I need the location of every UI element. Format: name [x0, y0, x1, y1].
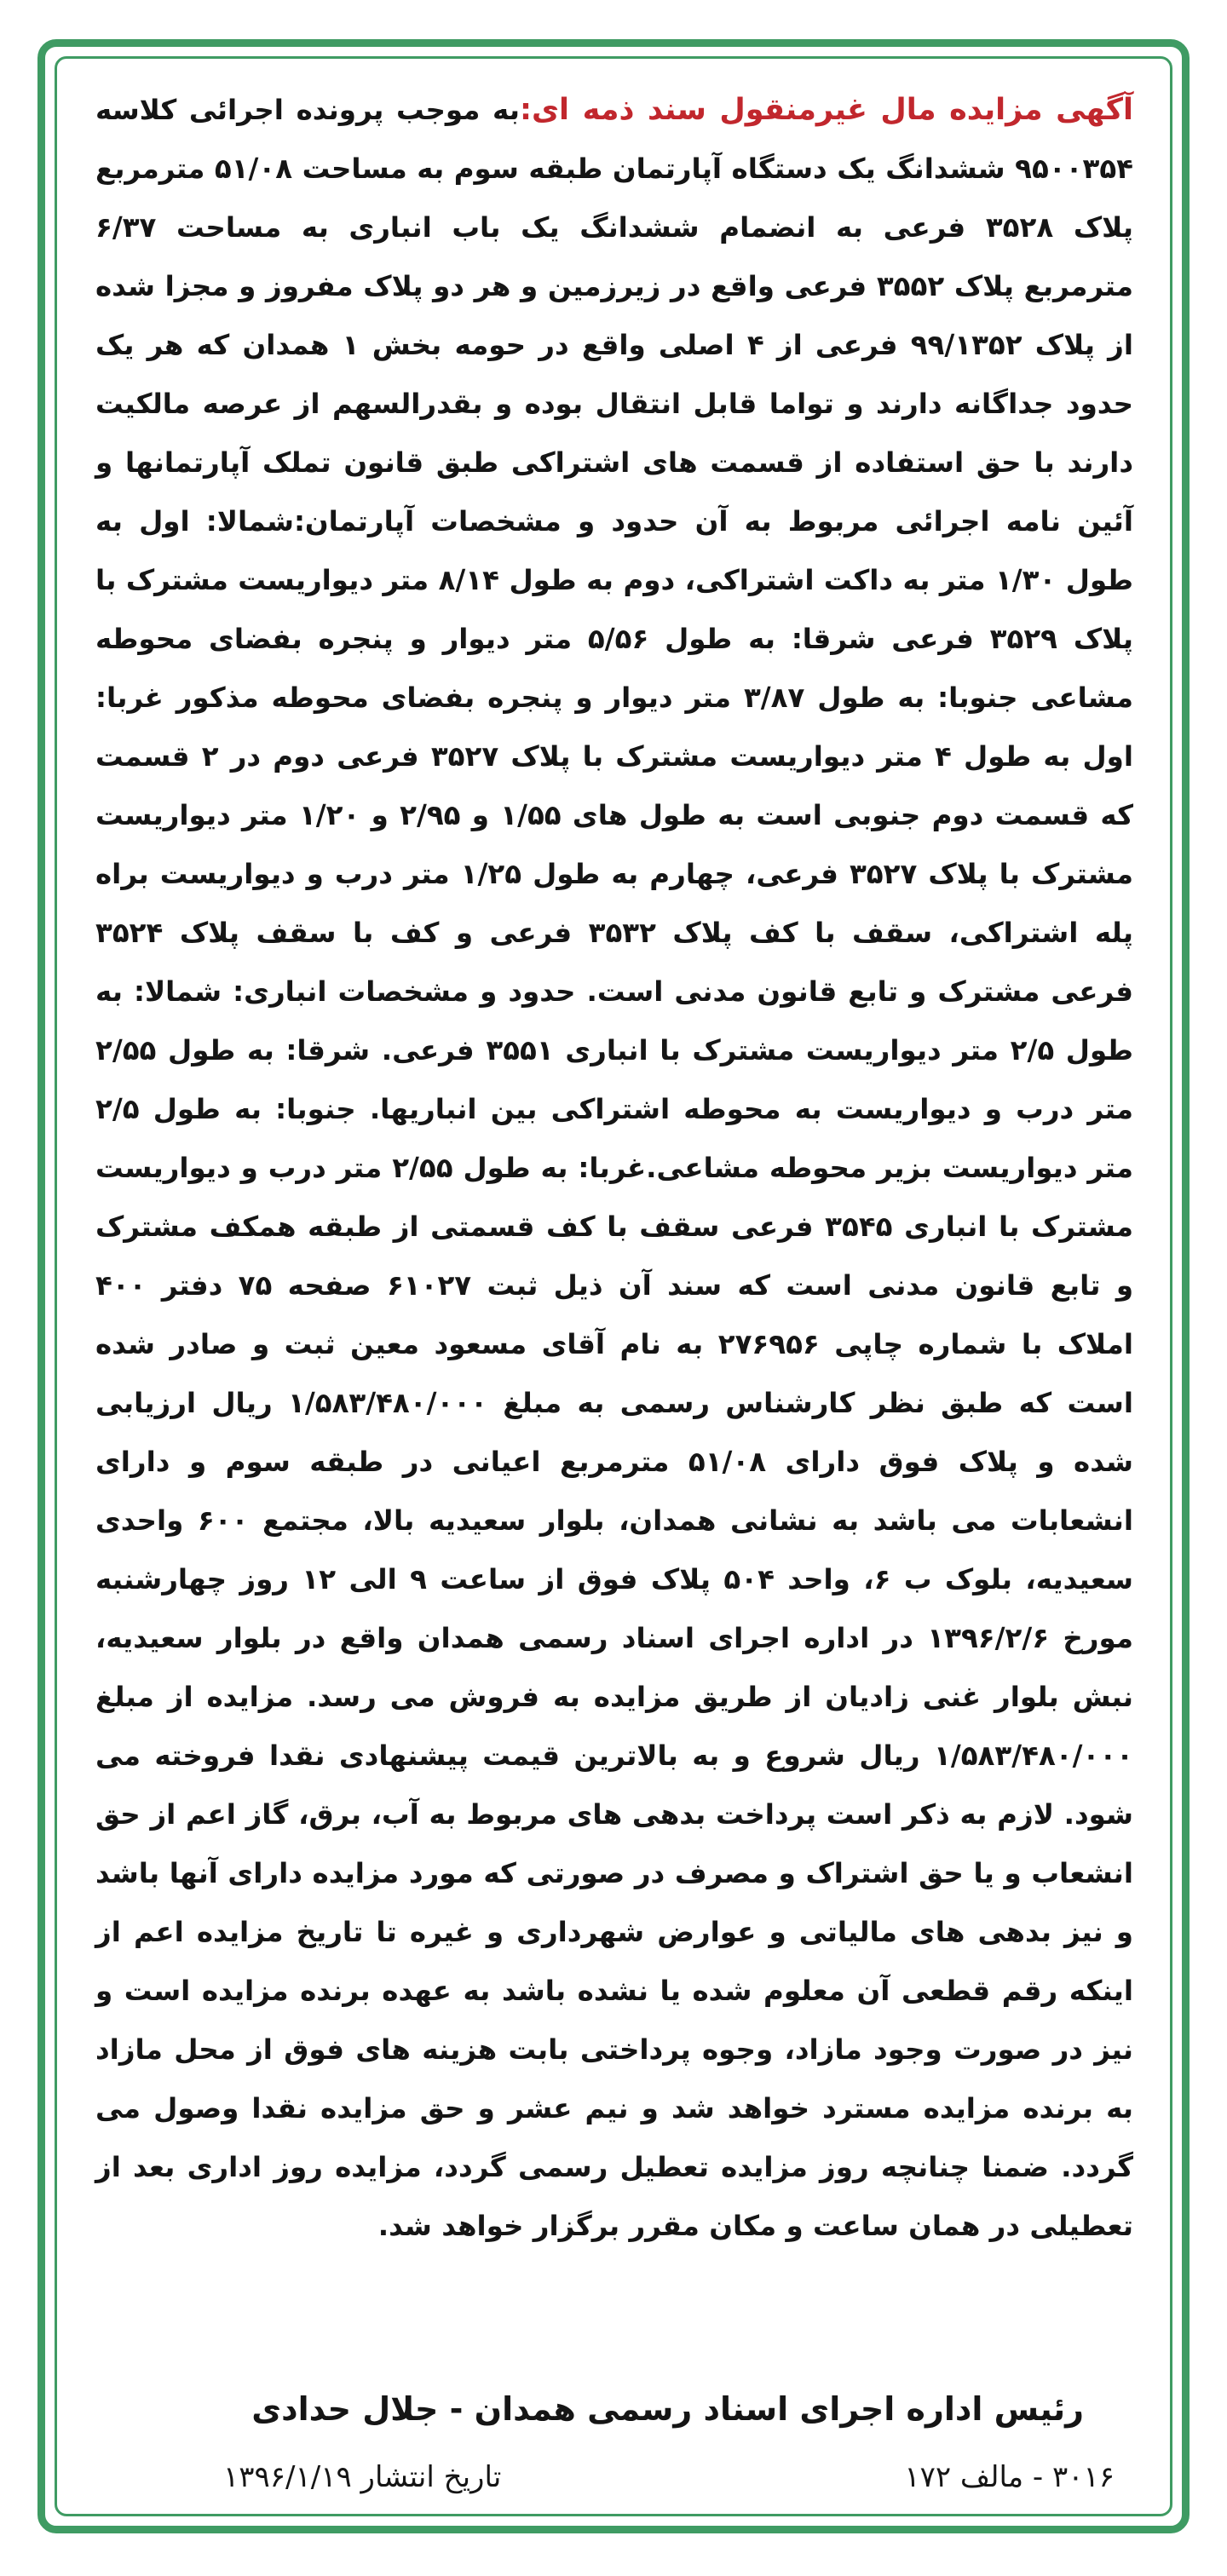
publication-date: تاریخ انتشار ۱۳۹۶/۱/۱۹ — [223, 2460, 502, 2494]
notice-title: آگهی مزایده مال غیرمنقول سند ذمه ای: — [519, 93, 1133, 127]
ad-code: ۳۰۱۶ - مالف ۱۷۲ — [904, 2460, 1115, 2494]
notice-body: به موجب پرونده اجرائی کلاسه ۹۵۰۰۳۵۴ ششدانگ یک دستگاه آپارتمان طبقه سوم به مساحت ۵۱/۰۸ مترمربع پلاک ۳۵۲۸ فرعی به انضمام ششدانگ یک باب انباری به مساحت ۶/۳۷ مترمربع پلاک ۳۵۵۲ فرعی واقع در زیرزمین و هر دو پلاک مفروز و مجزا شده از پلاک ۹۹/۱۳۵۲ فرعی از ۴ اصلی واقع در حومه بخش ۱ همدان که هر یک حدود جداگانه دارند و تواما قابل انتقال بوده و بقدرالسهم از عرصه مالکیت دارند با حق استفاده از قسمت های اشتراکی طبق قانون تملک آپارتمانها و آئین نامه اجرائی مربوط به آن حدود و مشخصات آپارتمان:شمالا: اول به طول ۱/۳۰ متر به داکت اشتراکی، دوم به طول ۸/۱۴ متر دیواریست مشترک با پلاک ۳۵۲۹ فرعی شرقا: به طول ۵/۵۶ متر دیوار و پنجره بفضای محوطه مشاعی جنوبا: به طول ۳/۸۷ متر دیوار و پنجره بفضای محوطه مذکور غربا: اول به طول ۴ متر دیواریست مشترک با پلاک ۳۵۲۷ فرعی دوم در ۲ قسمت که قسمت دوم جنوبی است به طول های ۱/۵۵ و ۲/۹۵ و ۱/۲۰ متر دیواریست مشترک با پلاک ۳۵۲۷ فرعی، چهارم به طول ۱/۲۵ متر درب و دیواریست براه پله اشتراکی، سقف با کف پلاک ۳۵۳۲ فرعی و کف با سقف پلاک ۳۵۲۴ فرعی مشترک و تابع قانون مدنی است. حدود و مشخصات انباری: شمالا: به طول ۲/۵ متر دیواریست مشترک با انباری ۳۵۵۱ فرعی. شرقا: به طول ۲/۵۵ متر درب و دیواریست به محوطه اشتراکی بین انباریها. جنوبا: به طول ۲/۵ متر دیواریست بزیر محوطه مشاعی.غربا: به طول ۲/۵۵ متر درب و دیواریست مشترک با انباری ۳۵۴۵ فرعی سقف با کف قسمتی از طبقه همکف مشترک و تابع قانون مدنی است که سند آن ذیل ثبت ۶۱۰۲۷ صفحه ۷۵ دفتر ۴۰۰ املاک با شماره چاپی ۲۷۶۹۵۶ به نام آقای مسعود معین ثبت و صادر شده است که طبق نظر کارشناس رسمی به مبلغ ۱/۵۸۳/۴۸۰/۰۰۰ ریال ارزیابی شده و پلاک فوق دارای ۵۱/۰۸ مترمربع اعیانی در طبقه سوم و دارای انشعابات می باشد به نشانی همدان، بلوار سعیدیه بالا، مجتمع ۶۰۰ واحدی سعیدیه، بلوک ب ۶، واحد ۵۰۴ پلاک فوق از ساعت ۹ الی ۱۲ روز چهارشنبه مورخ ۱۳۹۶/۲/۶ در اداره اجرای اسناد رسمی همدان واقع در بلوار سعیدیه، نبش بلوار غنی زادیان از طریق مزایده به فروش می رسد. مزایده از مبلغ ۱/۵۸۳/۴۸۰/۰۰۰ ریال شروع و به بالاترین قیمت پیشنهادی نقدا فروخته می شود. لازم به ذکر است پرداخت بدهی های مربوط به آب، برق، گاز اعم از حق انشعاب و یا حق اشتراک و مصرف در صورتی که مورد مزایده دارای آنها باشد و نیز بدهی های مالیاتی و عوارض شهرداری و غیره تا تاریخ مزایده اعم از اینکه رقم قطعی آن معلوم شده یا نشده باشد به عهده برنده مزایده است و نیز در صورت وجود مازاد، وجوه پرداختی بابت هزینه های فوق از محل مازاد به برنده مزایده مسترد خواهد شد و نیم عشر و حق مزایده نقدا وصول می گردد. ضمنا چنانچه روز مزایده تعطیل رسمی گردد، مزایده روز اداری بعد از تعطیلی در همان ساعت و مکان مقرر برگزار خواهد شد. — [95, 94, 1134, 2242]
notice-text — [95, 81, 1133, 2256]
footer-row — [95, 2452, 1115, 2503]
signature-line: رئیس اداره اجرای اسناد رسمی همدان - جلال حدادی — [251, 2390, 1084, 2428]
